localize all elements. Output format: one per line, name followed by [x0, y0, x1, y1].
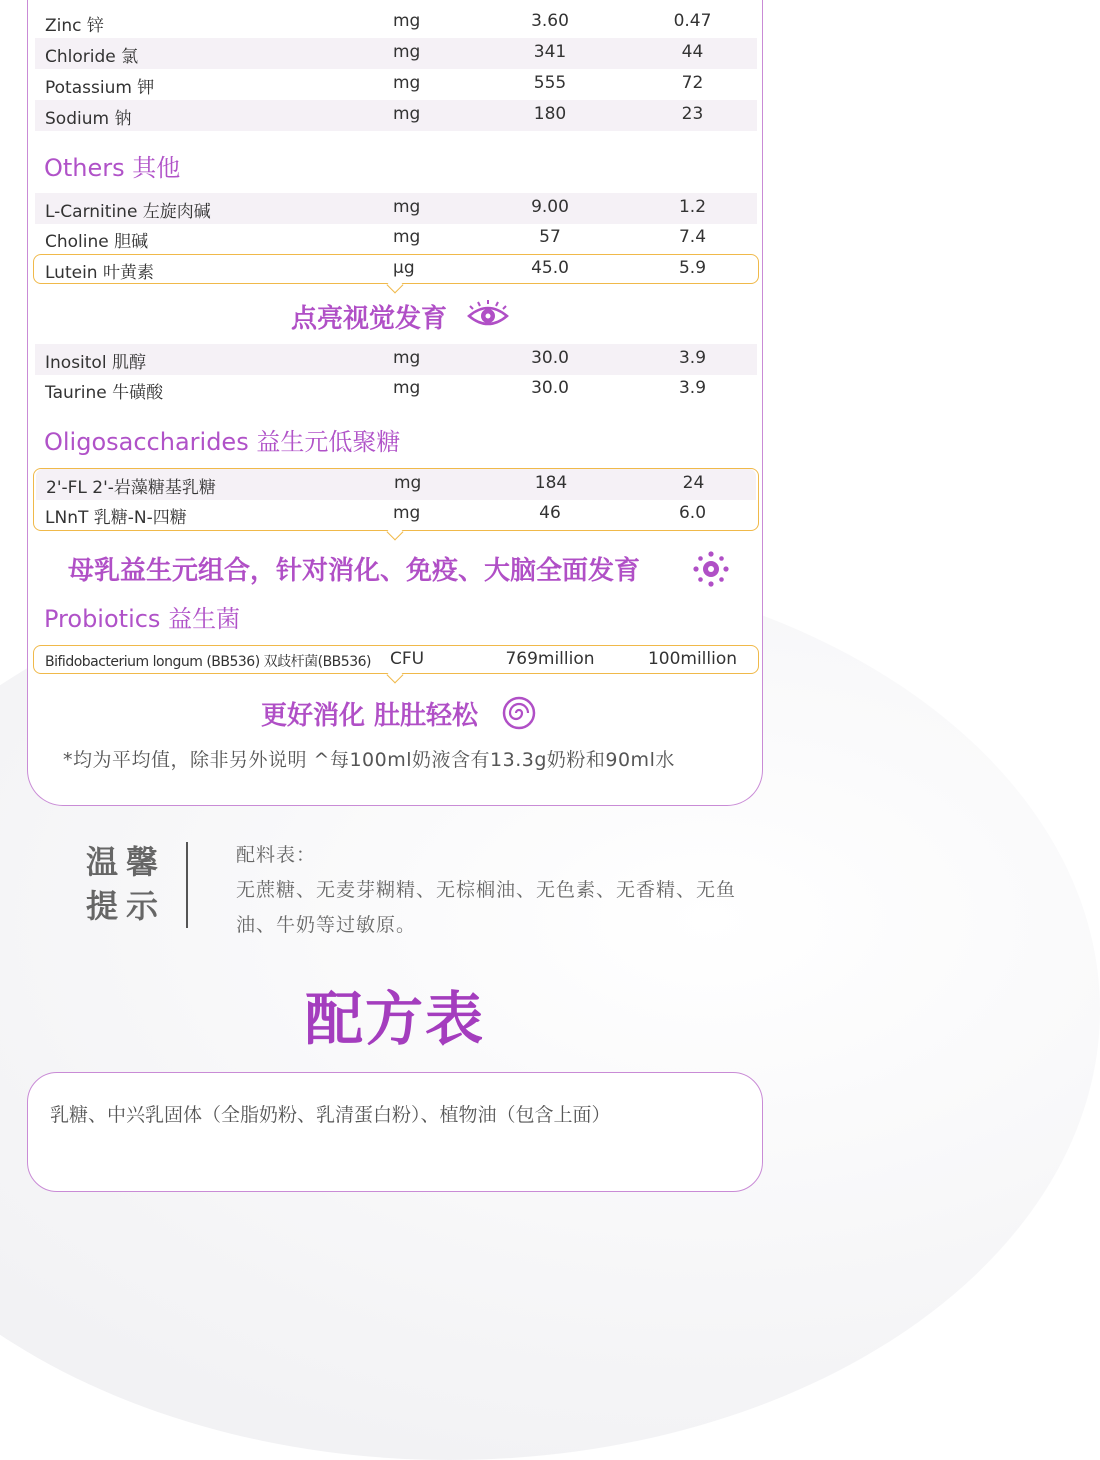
value-per-100g: 555	[533, 73, 567, 93]
table-row	[35, 223, 757, 254]
nutrient-name: 2'-FL 2'-岩藻糖基乳糖	[46, 478, 216, 498]
section-title-oligosaccharides: Oligosaccharides 益生元低聚糖	[44, 428, 401, 456]
value-per-100g: 30.0	[531, 348, 569, 368]
nutrient-unit: mg	[393, 503, 421, 523]
tips-body	[236, 838, 736, 943]
value-per-100ml: 100million	[647, 649, 738, 669]
value-per-100ml: 23	[681, 104, 704, 124]
table-row	[35, 645, 757, 676]
table-row	[35, 100, 757, 131]
table-row	[35, 374, 757, 405]
value-per-100g: 45.0	[531, 258, 569, 278]
nutrient-unit: mg	[393, 104, 421, 124]
slogan-digestion: 更好消化 肚肚轻松	[261, 701, 479, 731]
value-per-100g: 341	[533, 42, 567, 62]
section-title-probiotics: Probiotics 益生菌	[44, 605, 241, 633]
value-per-100g: 9.00	[531, 197, 569, 217]
value-per-100ml: 6.0	[678, 503, 707, 523]
section-title-others: Others 其他	[44, 154, 181, 182]
nutrient-name: Choline 胆碱	[45, 232, 149, 252]
value-per-100ml: 72	[681, 73, 704, 93]
table-row	[35, 7, 757, 38]
formula-intro: 乳糖、中兴乳固体（全脂奶粉、乳清蛋白粉）、植物油（包含上面）	[50, 1104, 611, 1126]
nutrient-name: Potassium 钾	[45, 78, 155, 98]
value-per-100g: 3.60	[531, 11, 569, 31]
tips-text: 无蔗糖、无麦芽糊精、无棕榈油、无色素、无香精、无鱼油、牛奶等过敏原。	[236, 879, 737, 936]
table-row	[35, 193, 757, 224]
nutrient-name: Bifidobacterium longum (BB536) 双歧杆菌(BB536)	[45, 654, 371, 670]
value-per-100ml: 24	[682, 473, 705, 493]
eye-icon	[466, 298, 510, 332]
nutrient-name: L-Carnitine 左旋肉碱	[45, 202, 211, 222]
value-per-100g: 769million	[505, 649, 595, 669]
nutrient-name: Taurine 牛磺酸	[45, 383, 164, 403]
nutrient-unit: mg	[393, 197, 421, 217]
nutrient-name: LNnT 乳糖-N-四糖	[45, 508, 187, 528]
nutrient-name: Chloride 氯	[45, 47, 139, 67]
nutrient-unit: mg	[393, 378, 421, 398]
nutrient-unit: mg	[394, 473, 422, 493]
nutrient-unit: mg	[393, 11, 421, 31]
tips-title: 温馨提示	[86, 843, 167, 925]
value-per-100g: 57	[539, 227, 561, 247]
slogan-vision: 点亮视觉发育	[291, 304, 448, 334]
value-per-100g: 46	[539, 503, 561, 523]
tips-divider	[186, 842, 188, 928]
table-row	[35, 38, 757, 69]
value-per-100ml: 1.2	[678, 197, 707, 217]
nutrient-name: Lutein 叶黄素	[45, 263, 154, 283]
value-per-100g: 180	[533, 104, 567, 124]
formula-title: 配方表	[304, 985, 485, 1053]
tummy-swirl-icon	[501, 695, 537, 731]
nutrient-unit: mg	[393, 227, 421, 247]
table-row	[35, 499, 757, 530]
nutrient-name: Sodium 钠	[45, 109, 132, 129]
value-per-100ml: 3.9	[678, 348, 707, 368]
nutrient-unit: mg	[393, 73, 421, 93]
nutrient-unit: CFU	[390, 649, 425, 669]
table-row	[35, 344, 757, 375]
value-per-100ml: 0.47	[673, 11, 712, 31]
table-row	[36, 469, 756, 500]
nutrient-name: Zinc 锌	[45, 16, 104, 36]
value-per-100g: 30.0	[531, 378, 569, 398]
formula-card	[27, 1072, 763, 1192]
footnote: *均为平均值，除非另外说明 ^每100ml奶液含有13.3g奶粉和90ml水	[63, 749, 675, 771]
tips-label: 配料表：	[236, 844, 317, 866]
nutrient-name: Inositol 肌醇	[45, 353, 146, 373]
value-per-100ml: 3.9	[678, 378, 707, 398]
table-row	[35, 69, 757, 100]
value-per-100ml: 7.4	[678, 227, 707, 247]
value-per-100g: 184	[534, 473, 568, 493]
nutrient-unit: µg	[393, 258, 415, 278]
value-per-100ml: 5.9	[678, 258, 707, 278]
value-per-100ml: 44	[681, 42, 704, 62]
table-row	[35, 254, 757, 285]
nutrient-unit: mg	[393, 348, 421, 368]
brain-spark-icon	[693, 551, 729, 587]
slogan-prebiotics: 母乳益生元组合，针对消化、免疫、大脑全面发育	[68, 556, 641, 586]
nutrient-unit: mg	[393, 42, 421, 62]
